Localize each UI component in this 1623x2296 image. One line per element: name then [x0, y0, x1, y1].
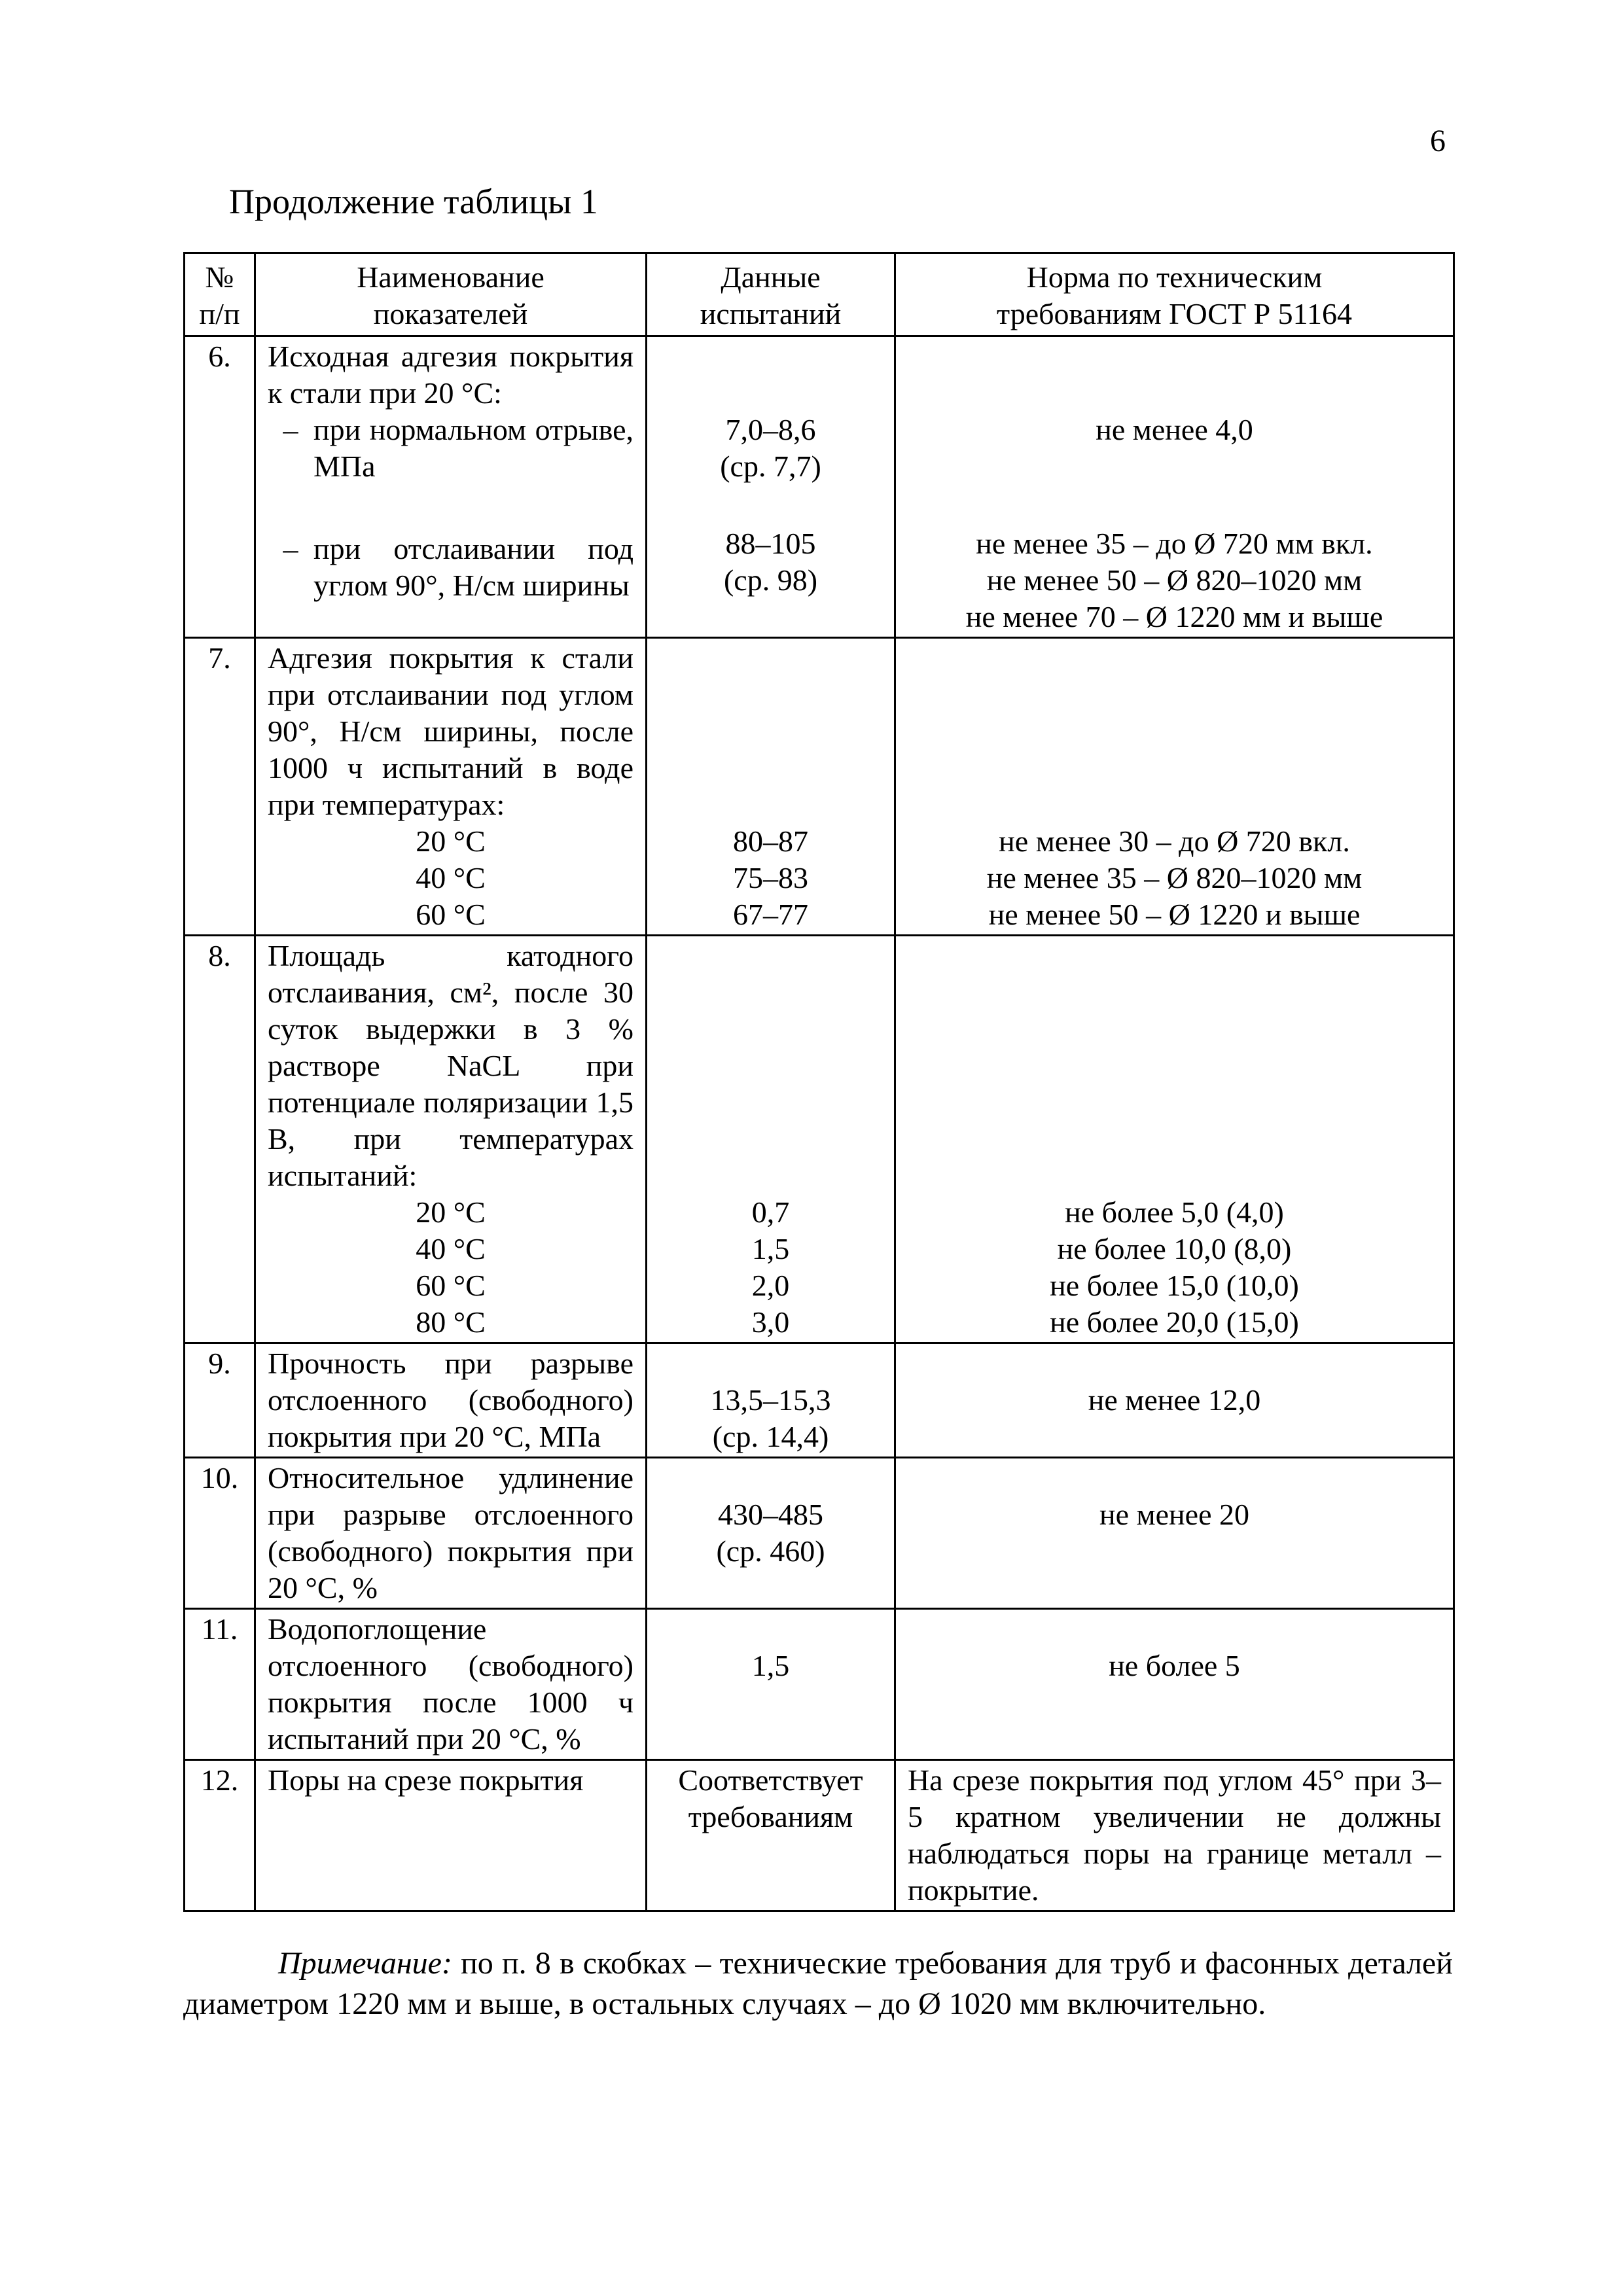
table-note	[183, 1943, 1453, 2024]
table-header-row	[185, 253, 1454, 336]
indicator-name: Адгезия покрытия к стали при отслаивании под углом 90°, Н/см ширины, после 1000 ч испытаний в воде при температурах: 20 °С 40 °С 60 °С	[255, 638, 647, 936]
page-number: 6	[1430, 124, 1446, 158]
norm-value: На срезе покрытия под углом 45° при 3–5 кратном увеличении не должны наблюдаться поры на границе металл – покрытие.	[895, 1760, 1454, 1911]
row-number: 12.	[185, 1760, 255, 1911]
header-norm: Норма по техническим требованиям ГОСТ Р 51164	[895, 253, 1454, 336]
row-number: 6.	[185, 336, 255, 638]
table-row	[185, 936, 1454, 1343]
norm-value: не более 5,0 (4,0) не более 10,0 (8,0) не более 15,0 (10,0) не более 20,0 (15,0)	[895, 936, 1454, 1343]
table-row	[185, 1343, 1454, 1458]
table-row	[185, 1760, 1454, 1911]
norm-value: не менее 4,0 не менее 35 – до Ø 720 мм вкл. не менее 50 – Ø 820–1020 мм не менее 70 – Ø 1220 мм и выше	[895, 336, 1454, 638]
indicator-name: Прочность при разрыве отслоенного (свободного) покрытия при 20 °С, МПа	[255, 1343, 647, 1458]
test-data: 7,0–8,6 (ср. 7,7) 88–105 (ср. 98)	[647, 336, 895, 638]
test-data: 1,5	[647, 1609, 895, 1760]
note-label: Примечание:	[278, 1946, 452, 1981]
norm-value: не более 5	[895, 1609, 1454, 1760]
table-continuation-title: Продолжение таблицы 1	[229, 182, 598, 221]
header-name: Наименование показателей	[255, 253, 647, 336]
table-row	[185, 336, 1454, 638]
row-number: 10.	[185, 1458, 255, 1609]
sub-item: – при нормальном отрыве, МПа	[283, 413, 633, 483]
indicator-name: Площадь катодного отслаивания, см², после 30 суток выдержки в 3 % растворе NaCL при потенциале поляризации 1,5 В, при температурах испытаний: 20 °С 40 °С 60 °С 80 °С	[255, 936, 647, 1343]
norm-value: не менее 12,0	[895, 1343, 1454, 1458]
indicator-name: Водопоглощение отслоенного (свободного) покрытия после 1000 ч испытаний при 20 °С, %	[255, 1609, 647, 1760]
table-row	[185, 638, 1454, 936]
table-row	[185, 1458, 1454, 1609]
test-data: 13,5–15,3 (ср. 14,4)	[647, 1343, 895, 1458]
test-data: 0,7 1,5 2,0 3,0	[647, 936, 895, 1343]
sub-item: – при отслаивании под углом 90°, Н/см ширины	[283, 532, 633, 602]
row-number: 11.	[185, 1609, 255, 1760]
requirements-table	[183, 252, 1455, 1912]
norm-value: не менее 20	[895, 1458, 1454, 1609]
header-num: № п/п	[185, 253, 255, 336]
indicator-name: Поры на срезе покрытия	[255, 1760, 647, 1911]
test-data: 430–485 (ср. 460)	[647, 1458, 895, 1609]
header-data: Данные испытаний	[647, 253, 895, 336]
row-number: 8.	[185, 936, 255, 1343]
row-number: 9.	[185, 1343, 255, 1458]
indicator-name: Относительное удлинение при разрыве отслоенного (свободного) покрытия при 20 °С, %	[255, 1458, 647, 1609]
row-number: 7.	[185, 638, 255, 936]
test-data: 80–87 75–83 67–77	[647, 638, 895, 936]
indicator-name: Исходная адгезия покрытия к стали при 20 °С: – при нормальном отрыве, МПа – при отслаивании под углом 90°, Н/см ширины	[255, 336, 647, 638]
table-row	[185, 1609, 1454, 1760]
test-data: Соответствует требованиям	[647, 1760, 895, 1911]
note-text: по п. 8 в скобках – технические требования для труб и фасонных деталей диаметром 1220 мм и выше, в остальных случаях – до Ø 1020 мм включительно.	[183, 1946, 1453, 2021]
norm-value: не менее 30 – до Ø 720 вкл. не менее 35 – Ø 820–1020 мм не менее 50 – Ø 1220 и выше	[895, 638, 1454, 936]
